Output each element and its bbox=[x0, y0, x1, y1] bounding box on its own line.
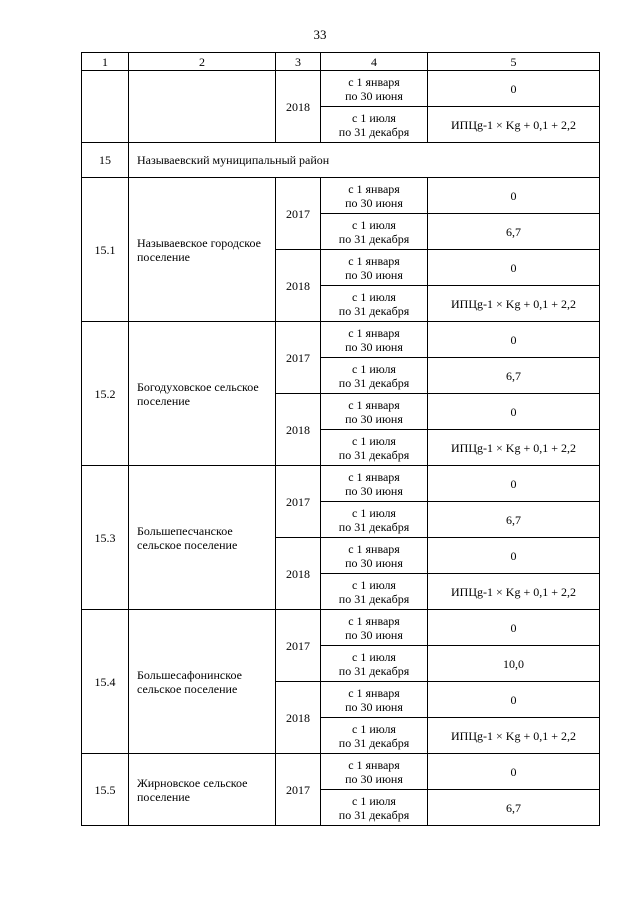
period-cell bbox=[321, 107, 428, 143]
section-title: Называевский муниципальный район bbox=[129, 143, 600, 178]
value-cell: ИПЦg-1 × Kg + 0,1 + 2,2 bbox=[428, 574, 600, 610]
value-cell: ИПЦg-1 × Kg + 0,1 + 2,2 bbox=[428, 430, 600, 466]
settlement-code: 15.3 bbox=[82, 466, 129, 610]
period-line: по 31 декабря bbox=[338, 375, 410, 390]
year-cell: 2018 bbox=[276, 538, 321, 610]
value-cell: 6,7 bbox=[428, 502, 600, 538]
table-row bbox=[82, 610, 600, 646]
period-line: с 1 января bbox=[348, 253, 400, 268]
period-line: с 1 января bbox=[348, 541, 400, 556]
period-cell bbox=[321, 790, 428, 826]
period-line: по 30 июня bbox=[345, 483, 403, 498]
value-cell: 6,7 bbox=[428, 358, 600, 394]
year-cell: 2017 bbox=[276, 178, 321, 250]
column-header-5: 5 bbox=[428, 53, 600, 71]
settlement-code: 15.1 bbox=[82, 178, 129, 322]
period-cell bbox=[321, 754, 428, 790]
period-line: с 1 января bbox=[348, 181, 400, 196]
year-cell: 2017 bbox=[276, 466, 321, 538]
period-line: по 30 июня bbox=[345, 411, 403, 426]
period-line: с 1 января bbox=[348, 685, 400, 700]
settlement-name-line: Жирновское сельское bbox=[137, 775, 248, 790]
value-cell: ИПЦg-1 × Kg + 0,1 + 2,2 bbox=[428, 107, 600, 143]
period-line: по 30 июня bbox=[345, 88, 403, 103]
period-line: по 31 декабря bbox=[338, 591, 410, 606]
period-cell bbox=[321, 394, 428, 430]
value-cell: 0 bbox=[428, 610, 600, 646]
page-number: 33 bbox=[313, 27, 327, 42]
period-line: с 1 января bbox=[348, 469, 400, 484]
period-line: с 1 июля bbox=[352, 577, 396, 592]
period-line: по 31 декабря bbox=[338, 124, 410, 139]
settlement-code: 15.5 bbox=[82, 754, 129, 826]
period-line: по 31 декабря bbox=[338, 663, 410, 678]
settlement-name-line: Богодуховское сельское bbox=[137, 379, 259, 394]
period-line: по 31 декабря bbox=[338, 735, 410, 750]
period-line: с 1 июля bbox=[352, 217, 396, 232]
value-cell: 0 bbox=[428, 466, 600, 502]
period-line: по 31 декабря bbox=[338, 807, 410, 822]
year-cell: 2017 bbox=[276, 610, 321, 682]
period-line: по 31 декабря bbox=[338, 231, 410, 246]
period-cell bbox=[321, 322, 428, 358]
column-header-1: 1 bbox=[82, 53, 129, 71]
period-cell bbox=[321, 502, 428, 538]
settlement-name-line: Большепесчанское bbox=[137, 523, 233, 538]
column-header-4: 4 bbox=[321, 53, 428, 71]
period-cell bbox=[321, 71, 428, 107]
year-cell: 2018 bbox=[276, 682, 321, 754]
settlement-code: 15.2 bbox=[82, 322, 129, 466]
period-cell bbox=[321, 610, 428, 646]
period-cell bbox=[321, 682, 428, 718]
period-line: по 30 июня bbox=[345, 699, 403, 714]
period-line: с 1 июля bbox=[352, 289, 396, 304]
value-cell: 0 bbox=[428, 394, 600, 430]
table-row bbox=[82, 71, 600, 107]
period-line: с 1 июля bbox=[352, 361, 396, 376]
period-line: по 30 июня bbox=[345, 339, 403, 354]
period-line: с 1 января bbox=[348, 74, 400, 89]
empty-name-cell bbox=[129, 71, 276, 143]
period-cell bbox=[321, 718, 428, 754]
settlement-name-line: поселение bbox=[137, 789, 191, 804]
period-line: с 1 января bbox=[348, 325, 400, 340]
settlement-name-line: сельское поселение bbox=[137, 537, 238, 552]
period-line: по 30 июня bbox=[345, 771, 403, 786]
period-line: с 1 июля bbox=[352, 721, 396, 736]
period-line: по 30 июня bbox=[345, 555, 403, 570]
table-row bbox=[82, 466, 600, 502]
value-cell: 0 bbox=[428, 538, 600, 574]
period-line: по 31 декабря bbox=[338, 303, 410, 318]
value-cell: 6,7 bbox=[428, 790, 600, 826]
table-row bbox=[82, 322, 600, 358]
table-row bbox=[82, 178, 600, 214]
settlement-name-line: Большесафонинское bbox=[137, 667, 242, 682]
period-cell bbox=[321, 646, 428, 682]
year-cell: 2018 bbox=[276, 250, 321, 322]
value-cell: 0 bbox=[428, 71, 600, 107]
year-cell: 2018 bbox=[276, 394, 321, 466]
period-line: с 1 июля bbox=[352, 505, 396, 520]
period-line: по 30 июня bbox=[345, 267, 403, 282]
period-line: с 1 января bbox=[348, 613, 400, 628]
settlement-name bbox=[129, 610, 276, 754]
value-cell: 10,0 bbox=[428, 646, 600, 682]
empty-code-cell bbox=[82, 71, 129, 143]
settlement-name bbox=[129, 178, 276, 322]
period-cell bbox=[321, 214, 428, 250]
period-line: с 1 июля bbox=[352, 793, 396, 808]
settlement-name-line: Называевское городское bbox=[137, 235, 261, 250]
period-cell bbox=[321, 250, 428, 286]
period-cell bbox=[321, 178, 428, 214]
value-cell: ИПЦg-1 × Kg + 0,1 + 2,2 bbox=[428, 718, 600, 754]
value-cell: 0 bbox=[428, 178, 600, 214]
value-cell: 6,7 bbox=[428, 214, 600, 250]
period-line: по 31 декабря bbox=[338, 447, 410, 462]
column-header-2: 2 bbox=[129, 53, 276, 71]
period-cell bbox=[321, 538, 428, 574]
period-cell bbox=[321, 574, 428, 610]
section-row bbox=[82, 143, 600, 178]
value-cell: 0 bbox=[428, 322, 600, 358]
period-cell bbox=[321, 430, 428, 466]
column-header-3: 3 bbox=[276, 53, 321, 71]
settlement-name-line: поселение bbox=[137, 393, 191, 408]
period-line: по 31 декабря bbox=[338, 519, 410, 534]
period-line: с 1 января bbox=[348, 757, 400, 772]
year-cell: 2017 bbox=[276, 322, 321, 394]
section-code: 15 bbox=[82, 143, 129, 178]
period-line: с 1 января bbox=[348, 397, 400, 412]
period-cell bbox=[321, 286, 428, 322]
settlement-name-line: сельское поселение bbox=[137, 681, 238, 696]
settlement-name bbox=[129, 322, 276, 466]
settlement-code: 15.4 bbox=[82, 610, 129, 754]
period-line: с 1 июля bbox=[352, 433, 396, 448]
period-line: по 30 июня bbox=[345, 627, 403, 642]
value-cell: 0 bbox=[428, 754, 600, 790]
value-cell: 0 bbox=[428, 250, 600, 286]
table-row bbox=[82, 754, 600, 790]
period-cell bbox=[321, 358, 428, 394]
settlement-name bbox=[129, 754, 276, 826]
header-row bbox=[82, 53, 600, 71]
value-cell: ИПЦg-1 × Kg + 0,1 + 2,2 bbox=[428, 286, 600, 322]
period-line: с 1 июля bbox=[352, 649, 396, 664]
settlement-name-line: поселение bbox=[137, 249, 191, 264]
year-cell: 2017 bbox=[276, 754, 321, 826]
settlement-name bbox=[129, 466, 276, 610]
year-cell: 2018 bbox=[276, 71, 321, 143]
value-cell: 0 bbox=[428, 682, 600, 718]
period-cell bbox=[321, 466, 428, 502]
period-line: с 1 июля bbox=[352, 110, 396, 125]
period-line: по 30 июня bbox=[345, 195, 403, 210]
tariff-table bbox=[81, 52, 600, 826]
